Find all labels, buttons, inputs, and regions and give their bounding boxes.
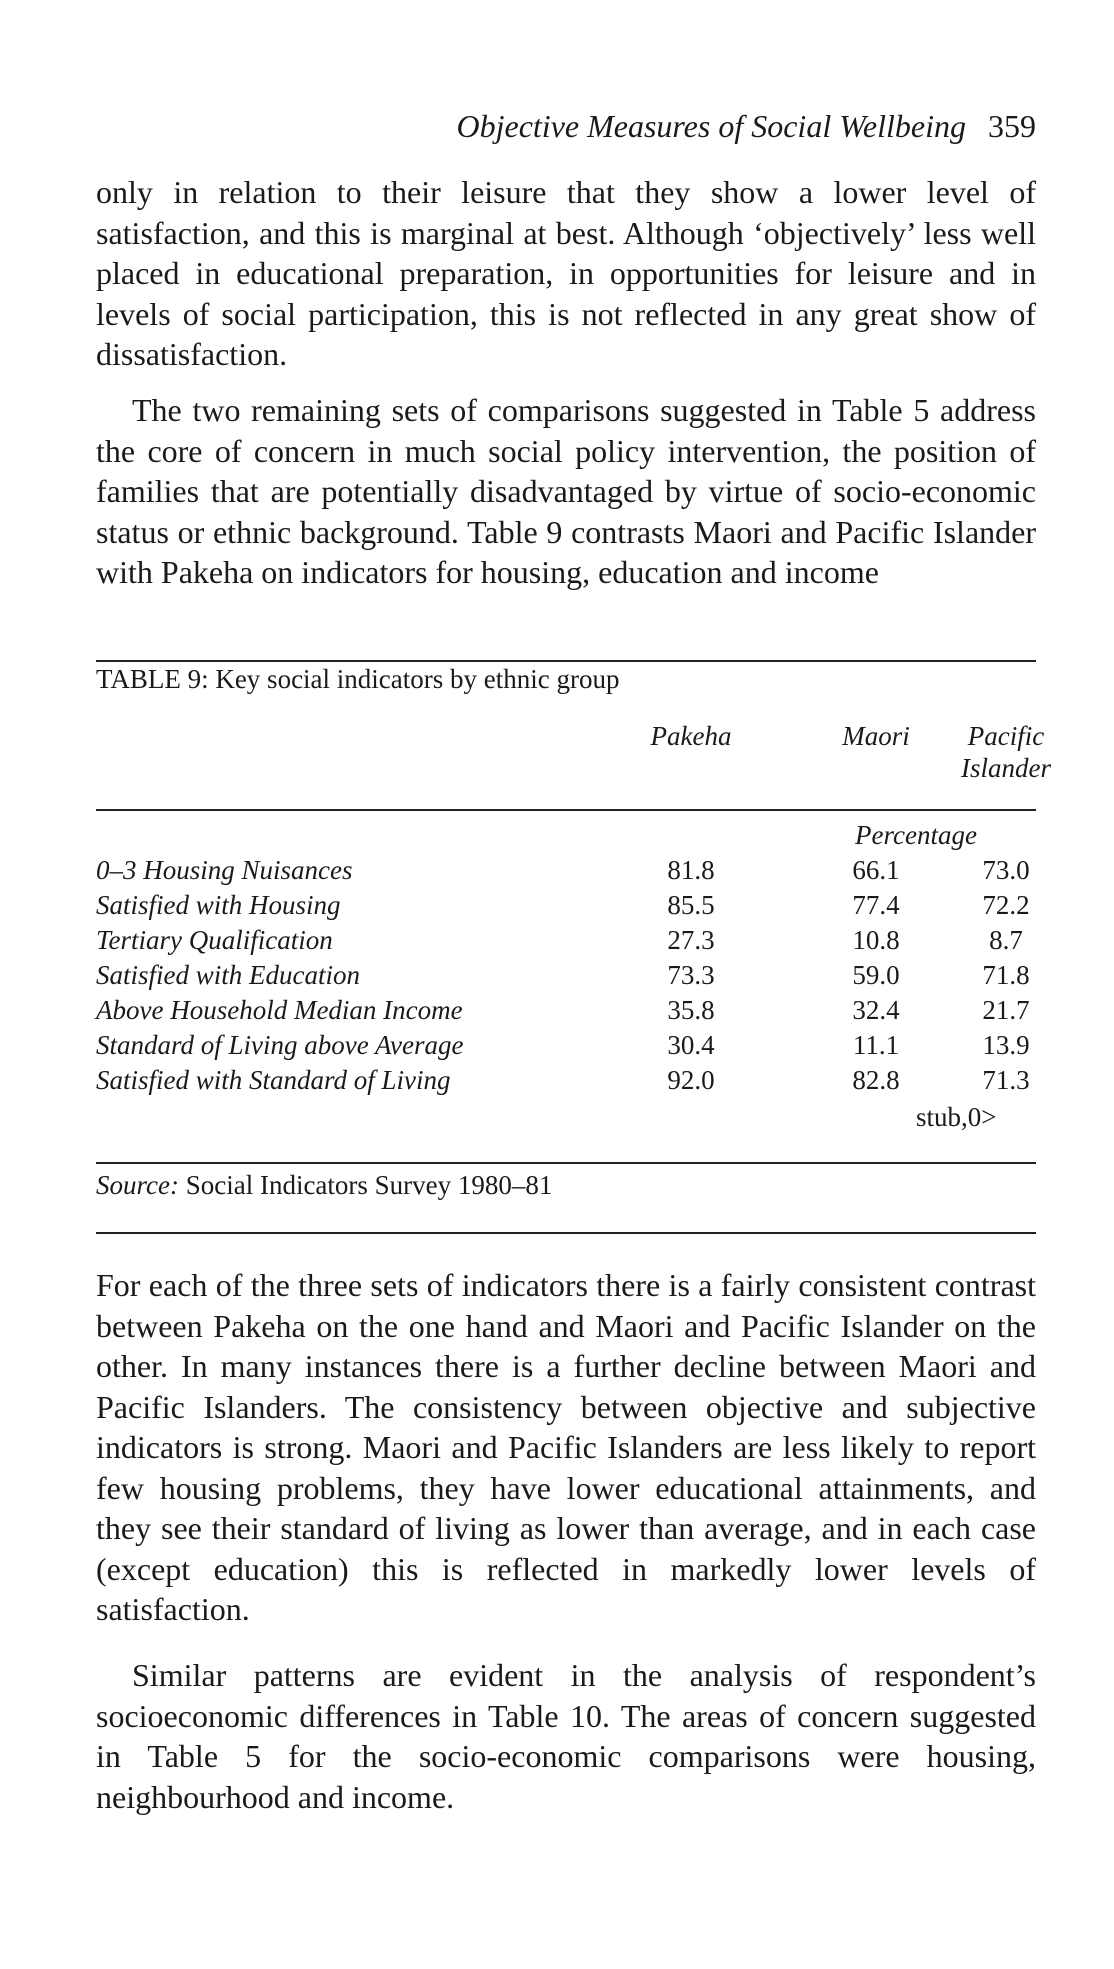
- table-row: [96, 960, 1036, 995]
- running-head: [457, 108, 1037, 145]
- row-label: Standard of Living above Average: [96, 1030, 464, 1060]
- value-maori: 32.4: [852, 995, 900, 1025]
- rule-bottom-short: [96, 1162, 1036, 1164]
- table-source: [96, 1170, 552, 1201]
- col-header-pacific-line1: Pacific: [967, 721, 1045, 751]
- rule-top: [96, 660, 1036, 662]
- paragraph-3: For each of the three sets of indicators there is a fairly consistent contrast between Pakeha on the one hand and Maori and Pacific Islander on the other. In many instances there is a further decline between Maori and Pacific Islanders. The consistency between objective and subjective indicators is strong. Maori and Pacific Islanders are less likely to report few housing problems, they have lower educational attainments, and they see their standard of living as lower than average, and in each case (except education) this is reflected in markedly lower levels of satisfaction.: [96, 1267, 1036, 1627]
- value-pakeha: 35.8: [667, 995, 715, 1025]
- value-pacific: 13.9: [982, 1030, 1030, 1060]
- value-pacific: 71.8: [982, 960, 1030, 990]
- value-maori: 77.4: [852, 890, 900, 920]
- rule-header: [96, 809, 1036, 811]
- paragraph-2: The two remaining sets of comparisons suggested in Table 5 address the core of concern in much social policy intervention, the position of families that are potentially disadvantaged by virtue of socio-economic status or ethnic background. Table 9 contrasts Maori and Pacific Islander with Pakeha on indicators for housing, education and income: [96, 392, 1036, 590]
- running-title: Objective Measures of Social Wellbeing: [456, 108, 966, 144]
- row-label: 0–3 Housing Nuisances: [96, 855, 353, 885]
- value-maori: 66.1: [852, 855, 900, 885]
- table-row: [96, 890, 1036, 925]
- row-label: Satisfied with Education: [96, 960, 360, 990]
- col-header-pacific-islander: [946, 720, 1066, 784]
- table-row: [96, 1030, 1036, 1065]
- value-pakeha: 30.4: [667, 1030, 715, 1060]
- table-row: [96, 925, 1036, 960]
- table-caption: TABLE 9: Key social indicators by ethnic group: [96, 664, 620, 694]
- value-pacific: 73.0: [982, 855, 1030, 885]
- row-label: Above Household Median Income: [96, 995, 463, 1025]
- value-pacific: 72.2: [982, 890, 1030, 920]
- paragraph-4: Similar patterns are evident in the analysis of respondent’s socioeconomic differences in Table 10. The areas of concern suggested in Table 5 for the socio-economic comparisons were housing, neighbourhood and income.: [96, 1657, 1036, 1815]
- table-row: [96, 855, 1036, 890]
- page-number: 359: [988, 108, 1036, 144]
- value-pakeha: 92.0: [667, 1065, 715, 1095]
- row-label: Satisfied with Standard of Living: [96, 1065, 451, 1095]
- stub-note: stub,0>: [916, 1102, 997, 1132]
- value-pacific: 8.7: [989, 925, 1023, 955]
- row-label: Satisfied with Housing: [96, 890, 341, 920]
- value-pakeha: 73.3: [667, 960, 715, 990]
- value-maori: 82.8: [852, 1065, 900, 1095]
- col-header-pacific-line2: Islander: [961, 753, 1051, 783]
- col-header-maori: Maori: [842, 721, 910, 751]
- value-pakeha: 81.8: [667, 855, 715, 885]
- table-row: [96, 995, 1036, 1030]
- paragraph-1: only in relation to their leisure that they show a lower level of satisfaction, and this is marginal at best. Although ‘objectively’ less well placed in educational preparation, in opportunities for leisure and in levels of social participation, this is not reflected in any great show of dissatisfaction.: [96, 174, 1036, 372]
- col-header-pakeha: Pakeha: [650, 721, 732, 751]
- rule-bottom: [96, 1232, 1036, 1234]
- row-label: Tertiary Qualification: [96, 925, 333, 955]
- value-pacific: 71.3: [982, 1065, 1030, 1095]
- table-row: [96, 1065, 1036, 1100]
- source-text: Social Indicators Survey 1980–81: [185, 1170, 553, 1200]
- value-maori: 10.8: [852, 925, 900, 955]
- value-maori: 59.0: [852, 960, 900, 990]
- value-maori: 11.1: [852, 1030, 900, 1060]
- unit-label: Percentage: [855, 820, 977, 850]
- value-pakeha: 27.3: [667, 925, 715, 955]
- value-pakeha: 85.5: [667, 890, 715, 920]
- source-label: Source:: [96, 1170, 179, 1200]
- value-pacific: 21.7: [982, 995, 1030, 1025]
